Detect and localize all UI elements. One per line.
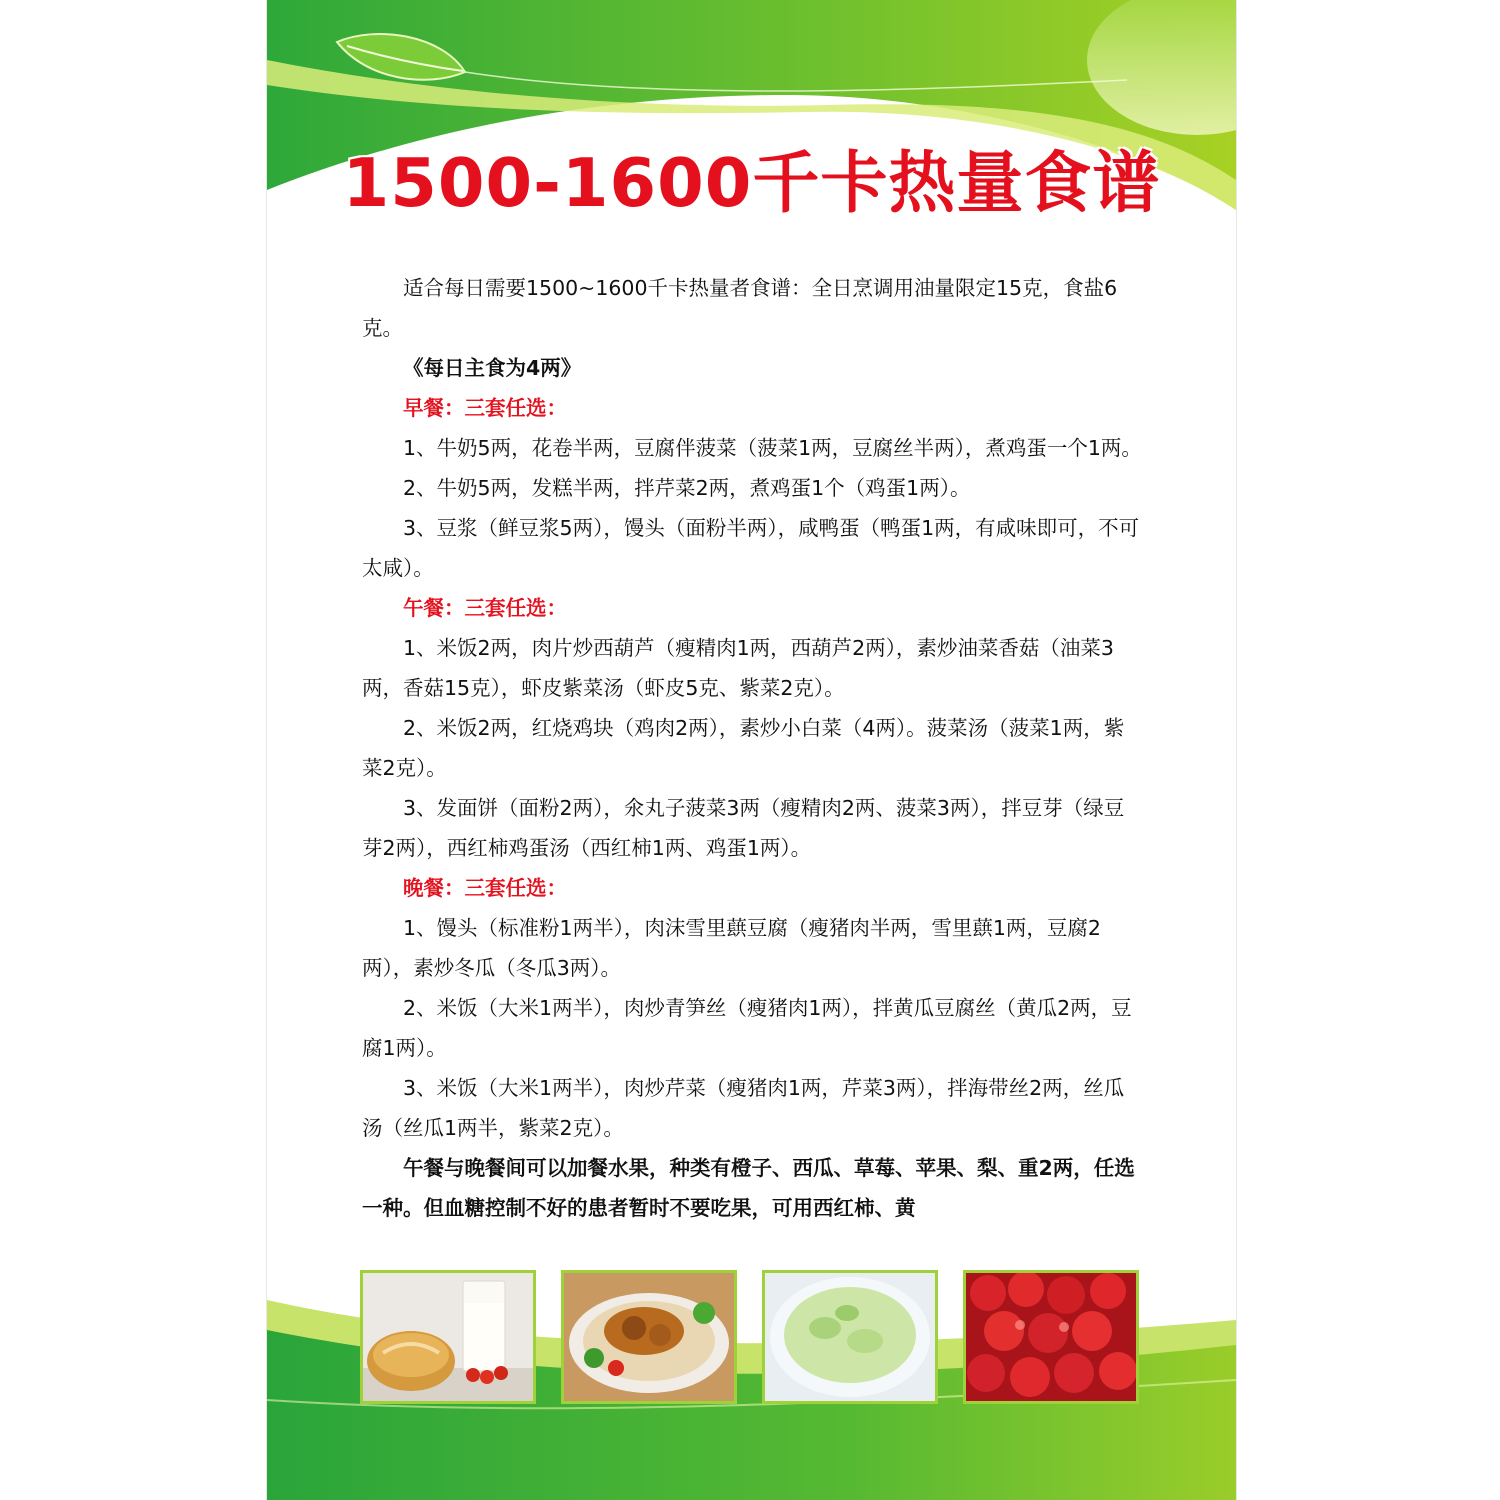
snack-note: 午餐与晚餐间可以加餐水果，种类有橙子、西瓜、草莓、苹果、梨、重2两，任选一种。但血糖控制不好的患者暂时不要吃果，可用西红柿、黄: [362, 1156, 1135, 1220]
photo-chicken-dish: [561, 1270, 737, 1404]
poster: [267, 0, 1236, 1500]
breakfast-heading: 早餐：三套任选：: [403, 396, 567, 420]
lunch-option-3: 3、发面饼（面粉2两），氽丸子菠菜3两（瘦精肉2两、菠菜3两），拌豆芽（绿豆芽2两），西红柿鸡蛋汤（西红柿1两、鸡蛋1两）。: [362, 796, 1125, 860]
photo-cherry-tomatoes: [963, 1270, 1139, 1404]
bread-milk-icon: [363, 1273, 533, 1401]
chicken-rice-dish-icon: [564, 1273, 734, 1401]
dinner-option-3: 3、米饭（大米1两半），肉炒芹菜（瘦猪肉1两，芹菜3两），拌海带丝2两，丝瓜汤（丝瓜1两半，紫菜2克）。: [362, 1076, 1125, 1140]
photo-green-soup: [762, 1270, 938, 1404]
breakfast-option-3: 3、豆浆（鲜豆浆5两），馒头（面粉半两），咸鸭蛋（鸭蛋1两，有咸味即可，不可太咸）。: [362, 516, 1140, 580]
menu-content: [362, 268, 1144, 1228]
breakfast-option-2: 2、牛奶5两，发糕半两，拌芹菜2两，煮鸡蛋1个（鸡蛋1两）。: [403, 476, 971, 500]
staple-note: 《每日主食为4两》: [403, 356, 582, 380]
dinner-option-2: 2、米饭（大米1两半），肉炒青笋丝（瘦猪肉1两），拌黄瓜豆腐丝（黄瓜2两，豆腐1两）。: [362, 996, 1132, 1060]
intro-text: 适合每日需要1500~1600千卡热量者食谱：全日烹调用油量限定15克，食盐6克。: [362, 276, 1118, 340]
photo-bread-milk: [360, 1270, 536, 1404]
lunch-option-1: 1、米饭2两，肉片炒西葫芦（瘦精肉1两，西葫芦2两），素炒油菜香菇（油菜3两，香菇15克），虾皮紫菜汤（虾皮5克、紫菜2克）。: [362, 636, 1114, 700]
breakfast-option-1: 1、牛奶5两，花卷半两，豆腐伴菠菜（菠菜1两，豆腐丝半两），煮鸡蛋一个1两。: [403, 436, 1142, 460]
green-soup-icon: [765, 1273, 935, 1401]
lunch-heading: 午餐：三套任选：: [403, 596, 567, 620]
dinner-option-1: 1、馒头（标准粉1两半），肉沫雪里蕻豆腐（瘦猪肉半两，雪里蕻1两，豆腐2两），素炒冬瓜（冬瓜3两）。: [362, 916, 1101, 980]
cherry-tomatoes-icon: [966, 1273, 1136, 1401]
lunch-option-2: 2、米饭2两，红烧鸡块（鸡肉2两），素炒小白菜（4两）。菠菜汤（菠菜1两，紫菜2克）。: [362, 716, 1125, 780]
page-title: 1500-1600千卡热量食谱: [342, 144, 1161, 222]
dinner-heading: 晚餐：三套任选：: [403, 876, 567, 900]
